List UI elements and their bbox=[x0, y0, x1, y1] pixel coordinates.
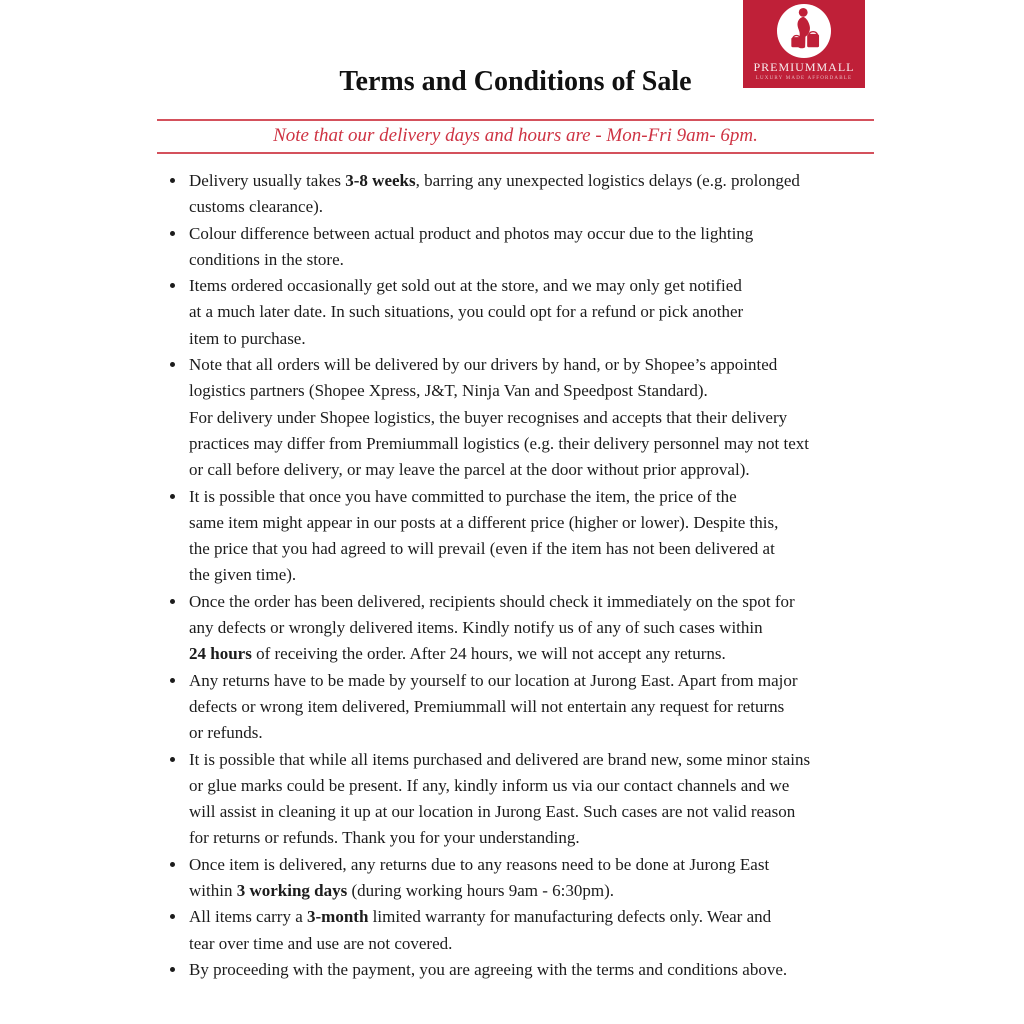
delivery-notice bbox=[157, 121, 874, 152]
delivery-notice-text: Note that our delivery days and hours are - Mon-Fri 9am- 6pm. bbox=[273, 125, 758, 146]
term-item: • It is possible that once you have committed to purchase the item, the price of the same item might appear in our posts at a different price (higher or lower). Despite this, the price that you had agreed to will prevail (even if the item has not been delivered at the given time). bbox=[187, 484, 874, 589]
terms-list bbox=[157, 168, 874, 983]
logo-brand-name: PREMIUMMALL bbox=[753, 60, 855, 74]
term-item: • Any returns have to be made by yourself to our location at Jurong East. Apart from major defects or wrong item delivered, Premiummall will not entertain any request for returns or refunds. bbox=[187, 668, 874, 747]
term-item: • Colour difference between actual product and photos may occur due to the lighting conditions in the store. bbox=[187, 221, 874, 274]
term-item: • Items ordered occasionally get sold out at the store, and we may only get notified at a much later date. In such situations, you could opt for a refund or pick another item to purchase. bbox=[187, 273, 874, 352]
term-item: • Once the order has been delivered, recipients should check it immediately on the spot for any defects or wrongly delivered items. Kindly notify us of any of such cases within 24 hours of receiving the order. After 24 hours, we will not accept any returns. bbox=[187, 589, 874, 668]
notice-divider-bottom bbox=[157, 152, 874, 154]
logo-tagline: LUXURY MADE AFFORDABLE bbox=[755, 76, 853, 81]
logo-circle bbox=[777, 4, 831, 58]
term-item: • Delivery usually takes 3-8 weeks, barring any unexpected logistics delays (e.g. prolonged customs clearance). bbox=[187, 168, 874, 221]
term-item: • It is possible that while all items purchased and delivered are brand new, some minor stains or glue marks could be present. If any, kindly inform us via our contact channels and we will assist in cleaning it up at our location in Jurong East. Such cases are not valid reason for returns or refunds. Thank you for your understanding. bbox=[187, 747, 874, 852]
premiummall-logo bbox=[743, 0, 865, 88]
page-title: Terms and Conditions of Sale bbox=[339, 66, 692, 97]
woman-with-shopping-bags-icon bbox=[785, 6, 823, 57]
term-item: • By proceeding with the payment, you are agreeing with the terms and conditions above. bbox=[187, 957, 874, 983]
term-item: • All items carry a 3-month limited warranty for manufacturing defects only. Wear and tear over time and use are not covered. bbox=[187, 904, 874, 957]
term-item: • Note that all orders will be delivered by our drivers by hand, or by Shopee’s appointed logistics partners (Shopee Xpress, J&T, Ninja Van and Speedpost Standard). For delivery under Shopee logistics, the buyer recognises and accepts that their delivery practices may differ from Premiummall logistics (e.g. their delivery personnel may not text or call before delivery, or may leave the parcel at the door without prior approval). bbox=[187, 352, 874, 483]
term-item: • Once item is delivered, any returns due to any reasons need to be done at Jurong East within 3 working days (during working hours 9am - 6:30pm). bbox=[187, 852, 874, 905]
